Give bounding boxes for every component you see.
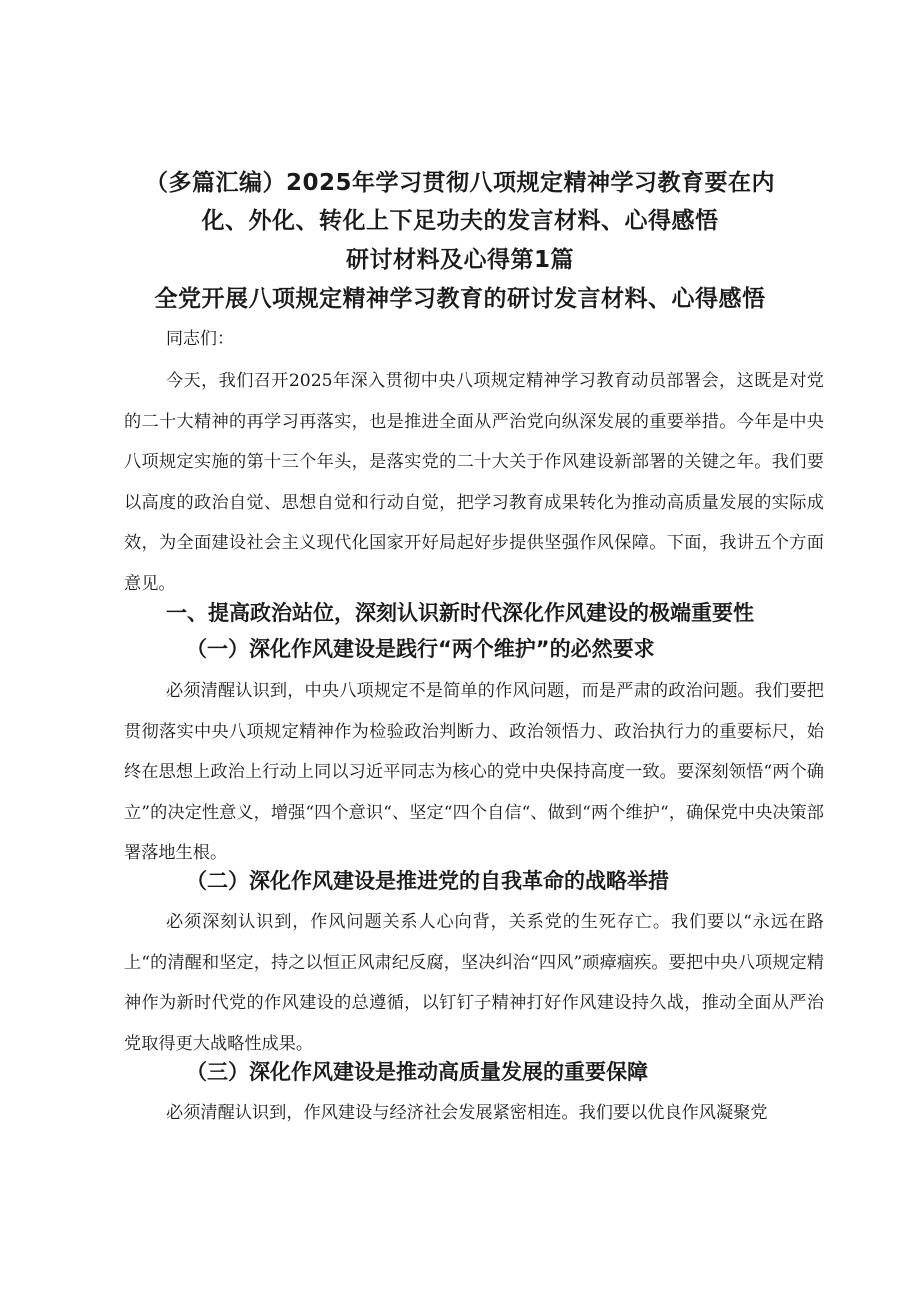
title-line-2: 化、外化、转化上下足功夫的发言材料、心得感悟 xyxy=(201,208,719,234)
paragraph-subsection-2: 必须深刻认识到，作风问题关系人心向背，关系党的生死存亡。我们要以“永远在路上“的清醒和坚定，持之以恒正风肃纪反腐，坚决纠治“四风”顽瘴痼疾。要把中央八项规定精神作为新时代党的作风建设的总遵循，以钉钉子精神打好作风建设持久战，推动全面从严治党取得更大战略性成果。 xyxy=(124,912,824,1054)
section-1-heading: 一、提高政治站位，深刻认识新时代深化作风建设的极端重要性 xyxy=(166,601,754,625)
subsection-2-heading: （二）深化作风建设是推进党的自我革命的战略举措 xyxy=(186,869,669,893)
paragraph-intro: 今天，我们召开2025年深入贯彻中央八项规定精神学习教育动员部署会，这既是对党的二十大精神的再学习再落实，也是推进全面从严治党向纵深发展的重要举措。今年是中央八项规定实施的第十三个年头，是落实党的二十大关于作风建设新部署的关键之年。我们要以高度的政治自觉、思想自觉和行动自觉，把学习教育成果转化为推动高质量发展的实际成效，为全面建设社会主义现代化国家开好局起好步提供坚强作风保障。下面，我讲五个方面意见。 xyxy=(124,371,824,594)
salutation: 同志们： xyxy=(166,329,234,349)
title-line-4: 全党开展八项规定精神学习教育的研讨发言材料、心得感悟 xyxy=(154,286,766,312)
subsection-1-heading: （一）深化作风建设是践行“两个维护”的必然要求 xyxy=(186,637,655,661)
title-line-1: （多篇汇编）2025年学习贯彻八项规定精神学习教育要在内 xyxy=(144,170,775,196)
title-line-3: 研讨材料及心得第1篇 xyxy=(345,247,574,273)
paragraph-subsection-1: 必须清醒认识到，中央八项规定不是简单的作风问题，而是严肃的政治问题。我们要把贯彻落实中央八项规定精神作为检验政治判断力、政治领悟力、政治执行力的重要标尺，始终在思想上政治上行动上同以习近平同志为核心的党中央保持高度一致。要深刻领悟“两个确立”的决定性意义，增强“四个意识“、坚定“四个自信“、做到“两个维护“，确保党中央决策部署落地生根。 xyxy=(124,681,824,863)
subsection-3-heading: （三）深化作风建设是推动高质量发展的重要保障 xyxy=(186,1060,648,1084)
paragraph-subsection-3: 必须清醒认识到，作风建设与经济社会发展紧密相连。我们要以优良作风凝聚党 xyxy=(166,1103,768,1123)
